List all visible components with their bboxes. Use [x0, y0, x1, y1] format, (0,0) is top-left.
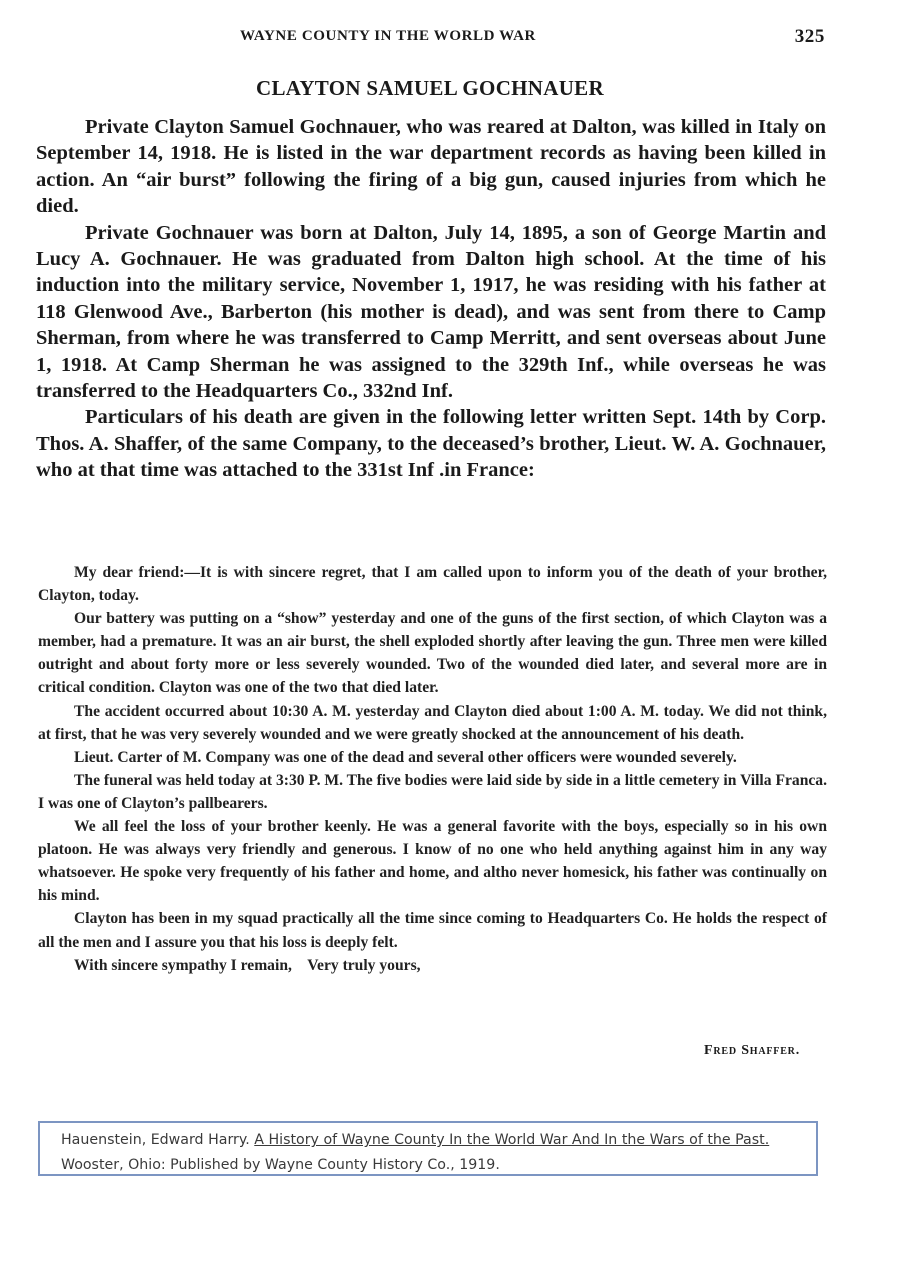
letter-paragraph: My dear friend:—It is with sincere regret, that I am called upon to inform you of the death of your brother, Clayton, today.	[38, 564, 827, 605]
running-title: WAYNE COUNTY IN THE WORLD WAR	[240, 28, 536, 44]
letter-paragraph: We all feel the loss of your brother keenly. He was a general favorite with the boys, especially so in his own platoon. He was always very friendly and generous. I know of no one who held anything against him in any way whatsoever. He spoke very frequently of his father and home, and altho never homesick, his father was continually on his mind.	[38, 818, 827, 905]
letter-quote	[38, 561, 827, 977]
letter-paragraph: Lieut. Carter of M. Company was one of the dead and several other officers were wounded severely.	[74, 748, 737, 766]
article-title: CLAYTON SAMUEL GOCHNAUER	[256, 76, 604, 100]
letter-paragraph: The accident occurred about 10:30 A. M. yesterday and Clayton died about 1:00 A. M. today. We did not think, at first, that he was very severely wounded and we were greatly shocked at the announcement of his death.	[38, 702, 827, 743]
body-paragraph: Private Gochnauer was born at Dalton, July 14, 1895, a son of George Martin and Lucy A. Gochnauer. He was graduated from Dalton high school. At the time of his induction into the military service, November 1, 1917, he was residing with his father at 118 Glenwood Ave., Barberton (his mother is dead), and was sent from there to Camp Sherman, from where he was transferred to Camp Merritt, and sent overseas about June 1, 1918. At Camp Sherman he was assigned to the 329th Inf., while overseas he was transferred to the Headquarters Co., 332nd Inf.	[36, 221, 826, 403]
body-paragraph: Private Clayton Samuel Gochnauer, who was reared at Dalton, was killed in Italy on September 14, 1918. He is listed in the war department records as having been killed in action. An “air burst” following the firing of a big gun, caused injuries from which he died.	[36, 116, 826, 218]
citation-author: Hauenstein, Edward Harry.	[61, 1132, 255, 1148]
article-body	[36, 114, 826, 484]
letter-closing: With sincere sympathy I remain, Very truly yours,	[74, 956, 421, 974]
page-number: 325	[794, 26, 825, 47]
running-header	[240, 26, 825, 48]
citation-box	[38, 1121, 818, 1176]
letter-paragraph: Clayton has been in my squad practically all the time since coming to Headquarters Co. He holds the respect of all the men and I assure you that his loss is deeply felt.	[38, 910, 827, 951]
citation-book-title: A History of Wayne County In the World War And In the Wars of the Past.	[254, 1132, 770, 1148]
citation-publication: Wooster, Ohio: Published by Wayne County History Co., 1919.	[61, 1156, 500, 1173]
letter-paragraph: The funeral was held today at 3:30 P. M. The five bodies were laid side by side in a little cemetery in Villa Franca. I was one of Clayton’s pallbearers.	[38, 771, 827, 812]
body-paragraph: Particulars of his death are given in the following letter written Sept. 14th by Corp. Thos. A. Shaffer, of the same Company, to the deceased’s brother, Lieut. W. A. Gochnauer, who at that time was attached to the 331st Inf .in France:	[36, 406, 826, 482]
letter-signature: Fred Shaffer.	[704, 1043, 800, 1058]
letter-paragraph: Our battery was putting on a “show” yesterday and one of the guns of the first section, of which Clayton was a member, had a premature. It was an air burst, the shell exploded shortly after leaving the gun. Three men were killed outright and about forty more or less severely wounded. Two of the wounded died later, and several more are in critical condition. Clayton was one of the two that died later.	[38, 610, 827, 697]
